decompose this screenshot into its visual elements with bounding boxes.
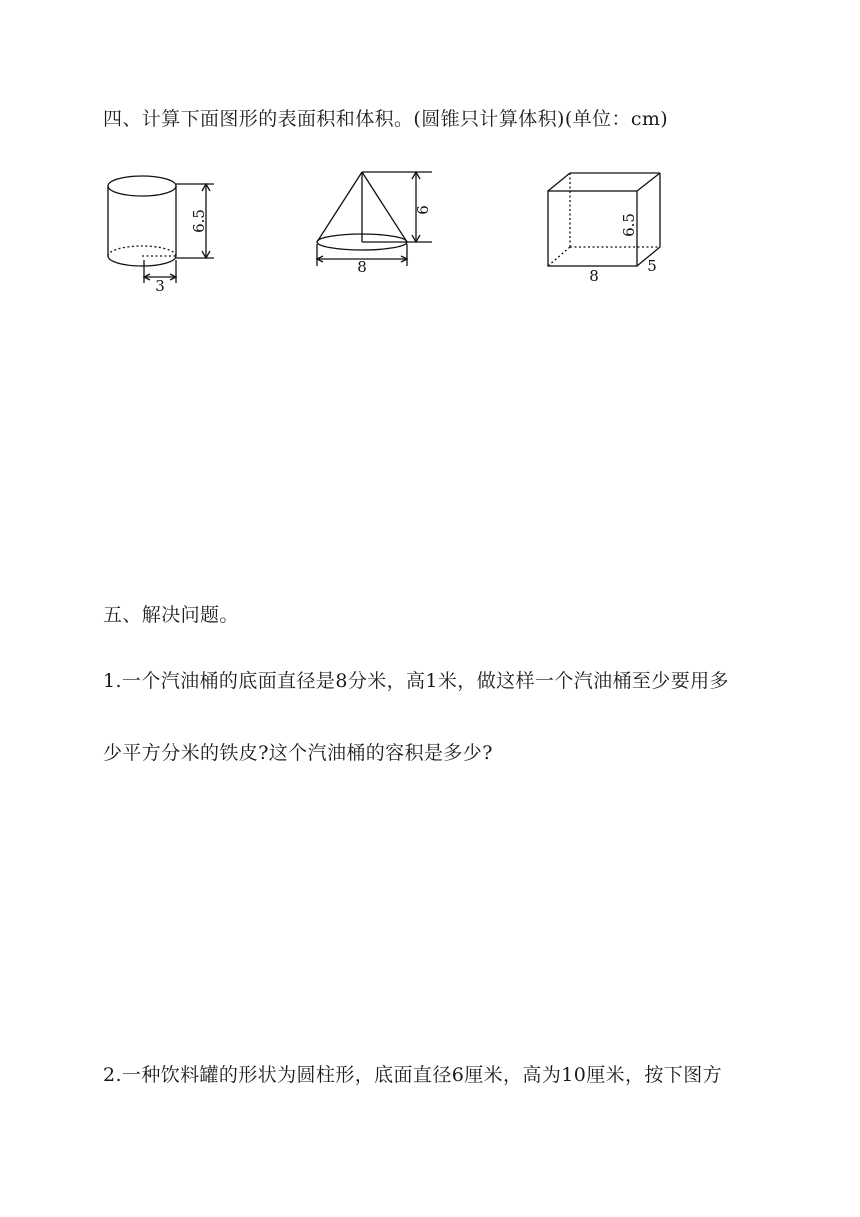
cone-figure — [312, 165, 442, 280]
cuboid-height-label: 6.5 — [620, 213, 638, 237]
cone-diameter-label: 8 — [357, 258, 367, 276]
section-4-heading: 四、计算下面图形的表面积和体积。(圆锥只计算体积)(单位：cm) — [103, 108, 669, 130]
section-5-heading: 五、解决问题。 — [103, 604, 239, 626]
cylinder-radius-label: 3 — [155, 277, 165, 295]
cylinder-height-label: 6.5 — [190, 209, 208, 233]
cuboid-length-label: 8 — [589, 267, 599, 285]
question-1-line-2: 少平方分米的铁皮?这个汽油桶的容积是多少? — [103, 742, 493, 764]
cone-height-label: 6 — [414, 205, 432, 215]
question-1-line-1: 1.一个汽油桶的底面直径是8分米，高1米，做这样一个汽油桶至少要用多 — [103, 670, 729, 692]
cylinder-figure — [100, 165, 230, 295]
cuboid-figure — [540, 165, 670, 285]
question-2-line-1: 2.一种饮料罐的形状为圆柱形，底面直径6厘米，高为10厘米，按下图方 — [103, 1064, 722, 1086]
cuboid-width-label: 5 — [647, 257, 657, 275]
